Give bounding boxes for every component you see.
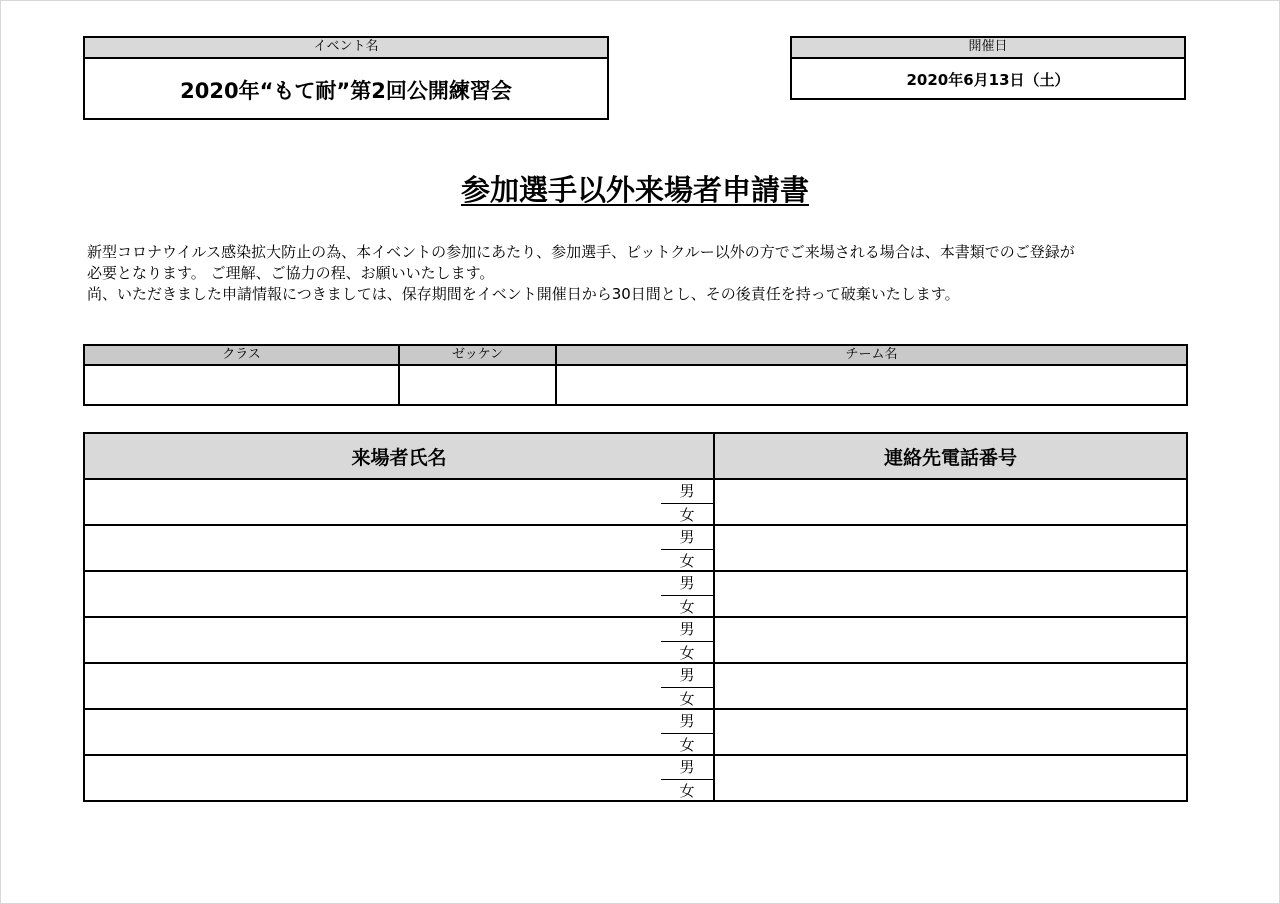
gender-female-option[interactable]: 女	[661, 733, 713, 756]
class-field[interactable]	[84, 365, 399, 405]
notice-line-2: 必要となります。 ご理解、ご協力の程、お願いいたします。	[87, 264, 495, 282]
gender-female-option[interactable]: 女	[661, 779, 713, 802]
event-name-header: イベント名	[85, 38, 607, 59]
team-info-table	[83, 344, 1188, 406]
phone-field[interactable]	[714, 479, 1187, 525]
gender-female-option[interactable]: 女	[661, 503, 713, 526]
phone-field[interactable]	[714, 617, 1187, 663]
phone-field[interactable]	[714, 755, 1187, 801]
visitor-row	[84, 525, 1187, 571]
visitor-table	[83, 432, 1188, 802]
gender-male-option[interactable]: 男	[679, 620, 695, 638]
phone-field[interactable]	[714, 709, 1187, 755]
notice-line-3: 尚、いただきました申請情報につきましては、保存期間をイベント開催日から30日間とし、その後責任を持って破棄いたします。	[87, 285, 960, 303]
gender-female-option[interactable]: 女	[661, 641, 713, 664]
gender-male-option[interactable]: 男	[679, 528, 695, 546]
gender-male-option[interactable]: 男	[679, 574, 695, 592]
document-title: 参加選手以外来場者申請書	[460, 173, 809, 207]
gender-male-option[interactable]: 男	[679, 482, 695, 500]
gender-male-option[interactable]: 男	[679, 712, 695, 730]
event-date-value: 2020年6月13日（土）	[906, 71, 1070, 89]
visitor-name-header: 来場者氏名	[84, 433, 714, 479]
class-header: クラス	[84, 345, 399, 365]
visitor-name-field[interactable]	[84, 617, 714, 663]
number-header: ゼッケン	[399, 345, 556, 365]
team-name-header: チーム名	[556, 345, 1187, 365]
visitor-row	[84, 755, 1187, 801]
event-date-box	[790, 36, 1186, 100]
notice-text	[87, 242, 1187, 305]
visitor-name-field[interactable]	[84, 755, 714, 801]
gender-female-option[interactable]: 女	[661, 595, 713, 618]
phone-field[interactable]	[714, 571, 1187, 617]
visitor-name-field[interactable]	[84, 525, 714, 571]
phone-header: 連絡先電話番号	[714, 433, 1187, 479]
visitor-row	[84, 571, 1187, 617]
phone-field[interactable]	[714, 663, 1187, 709]
gender-female-option[interactable]: 女	[661, 687, 713, 710]
visitor-row	[84, 709, 1187, 755]
event-date-header: 開催日	[792, 38, 1184, 59]
event-name-box	[83, 36, 609, 120]
visitor-row	[84, 617, 1187, 663]
team-name-field[interactable]	[556, 365, 1187, 405]
number-field[interactable]	[399, 365, 556, 405]
visitor-name-field[interactable]	[84, 571, 714, 617]
event-name-value: 2020年“もて耐”第2回公開練習会	[180, 78, 512, 103]
visitor-name-field[interactable]	[84, 663, 714, 709]
visitor-name-field[interactable]	[84, 709, 714, 755]
gender-female-option[interactable]: 女	[661, 549, 713, 572]
visitor-name-field[interactable]	[84, 479, 714, 525]
gender-male-option[interactable]: 男	[679, 666, 695, 684]
visitor-row	[84, 479, 1187, 525]
phone-field[interactable]	[714, 525, 1187, 571]
notice-line-1: 新型コロナウイルス感染拡大防止の為、本イベントの参加にあたり、参加選手、ピットクルー以外の方でご来場される場合は、本書類でのご登録が	[87, 243, 1075, 261]
visitor-row	[84, 663, 1187, 709]
gender-male-option[interactable]: 男	[679, 758, 695, 776]
